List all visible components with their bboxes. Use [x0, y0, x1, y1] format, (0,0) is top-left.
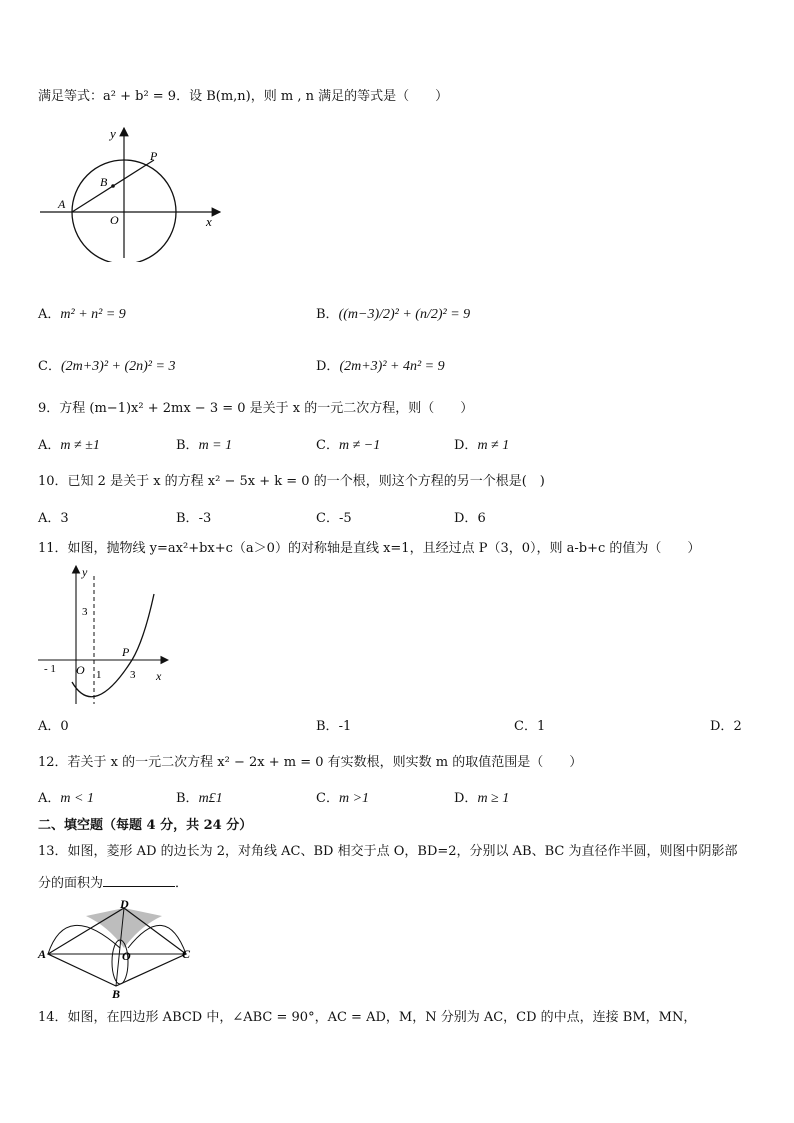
q14-stem: 14．如图，在四边形 ABCD 中，∠ABC = 90°，AC = AD，M，N 分别为 AC，CD 的中点，连接 BM，MN，	[38, 1010, 697, 1025]
q12-option-a-text: m < 1	[60, 791, 94, 806]
q13-stem-line2	[38, 873, 188, 893]
q12-option-c[interactable]	[316, 790, 369, 808]
q8-option-a[interactable]	[38, 306, 126, 324]
q11-option-b-text: -1	[338, 719, 352, 734]
q12-option-a-label: A．	[38, 791, 61, 806]
q12-option-b-text: m£1	[198, 791, 223, 806]
q9-option-b-label: B．	[176, 438, 199, 453]
q12-option-a[interactable]	[38, 790, 94, 808]
label-o: O	[110, 213, 119, 227]
q10-option-a-label: A．	[38, 511, 61, 526]
label-d: D	[120, 898, 129, 911]
q10-option-d[interactable]	[454, 510, 486, 528]
q9-option-b-text: m = 1	[198, 438, 233, 453]
q8-option-b-label: B．	[316, 307, 339, 322]
q11-option-c-label: C．	[514, 719, 537, 734]
q10-option-a[interactable]	[38, 510, 69, 528]
q11-option-d[interactable]	[710, 718, 742, 736]
q10-option-d-text: 6	[477, 511, 486, 526]
label-three-y: 3	[82, 606, 88, 618]
q12-option-d[interactable]	[454, 790, 509, 808]
label-p: P	[150, 149, 158, 163]
q12-option-c-label: C．	[316, 791, 339, 806]
q10-option-b-label: B．	[176, 511, 199, 526]
label-x: x	[206, 214, 212, 229]
label-o: O	[122, 949, 131, 963]
point-b-dot	[111, 184, 115, 188]
q11-option-b[interactable]	[316, 718, 351, 736]
q8-option-b[interactable]	[316, 306, 470, 324]
q11-option-a-label: A．	[38, 719, 61, 734]
q11-option-c-text: 1	[536, 719, 546, 734]
q11-option-a[interactable]	[38, 718, 69, 736]
q11-option-d-text: 2	[733, 719, 742, 734]
label-one: 1	[96, 669, 102, 681]
q9-stem: 9．方程 (m−1)x² + 2mx − 3 = 0 是关于 x 的一元二次方程，则（ ）	[38, 401, 474, 416]
q9-option-c-label: C．	[316, 438, 339, 453]
label-y: y	[82, 565, 88, 579]
q8-circle-figure	[36, 122, 236, 262]
label-c: C	[182, 947, 191, 961]
q11-stem: 11．如图，抛物线 y=ax²+bx+c（a＞0）的对称轴是直线 x=1，且经过点 P（3，0），则 a-b+c 的值为（ ）	[38, 541, 701, 556]
q11-option-b-label: B．	[316, 719, 339, 734]
q11-option-d-label: D．	[710, 719, 734, 734]
q10-stem: 10．已知 2 是关于 x 的方程 x² − 5x + k = 0 的一个根，则这个方程的另一个根是( )	[38, 474, 545, 489]
answer-blank[interactable]	[103, 873, 175, 887]
q9-option-c[interactable]	[316, 437, 380, 455]
q10-option-c[interactable]	[316, 510, 352, 528]
label-three-x: 3	[130, 669, 136, 681]
q12-option-d-text: m ≥ 1	[477, 791, 510, 806]
label-y: y	[110, 126, 116, 141]
q8-option-a-label: A．	[38, 307, 61, 322]
q9-option-d-label: D．	[454, 438, 478, 453]
label-b: B	[100, 175, 108, 189]
q10-option-d-label: D．	[454, 511, 478, 526]
label-o: O	[76, 663, 85, 677]
q12-stem: 12．若关于 x 的一元二次方程 x² − 2x + m = 0 有实数根，则实数 m 的取值范围是（ ）	[38, 755, 583, 770]
q10-option-b-text: -3	[198, 511, 212, 526]
q8-option-b-text: ((m−3)/2)² + (n/2)² = 9	[338, 307, 471, 322]
q8-option-d[interactable]	[316, 358, 445, 376]
q12-option-d-label: D．	[454, 791, 478, 806]
label-b: B	[112, 987, 121, 1001]
label-a: A	[38, 947, 47, 961]
q8-option-d-text: (2m+3)² + 4n² = 9	[339, 359, 445, 374]
q10-option-c-text: -5	[338, 511, 352, 526]
q11-option-c[interactable]	[514, 718, 545, 736]
label-p: P	[122, 645, 130, 659]
q8-option-c[interactable]	[38, 358, 175, 376]
q10-option-b[interactable]	[176, 510, 211, 528]
q9-option-a[interactable]	[38, 437, 100, 455]
q9-option-d[interactable]	[454, 437, 509, 455]
q8-option-a-text: m² + n² = 9	[60, 307, 126, 322]
q9-option-a-text: m ≠ ±1	[60, 438, 100, 453]
label-neg-one: - 1	[44, 663, 56, 675]
q11-option-a-text: 0	[60, 719, 69, 734]
q12-option-b[interactable]	[176, 790, 223, 808]
q9-option-d-text: m ≠ 1	[477, 438, 510, 453]
section-title: 二、填空题（每题 4 分，共 24 分）	[38, 818, 253, 833]
q9-option-c-text: m ≠ −1	[338, 438, 381, 453]
q10-option-a-text: 3	[60, 511, 69, 526]
q12-option-b-label: B．	[176, 791, 199, 806]
q9-option-a-label: A．	[38, 438, 61, 453]
q13-stem-line2-before: 分的面积为	[38, 876, 104, 891]
q13-stem-line1: 13．如图，菱形 AD 的边长为 2，对角线 AC、BD 相交于点 O，BD=2，分别以 AB、BC 为直径作半圆，则图中阴影部	[38, 844, 738, 859]
label-x: x	[156, 669, 162, 683]
label-a: A	[58, 197, 66, 211]
q13-rhombus-figure	[36, 898, 206, 1002]
q8-option-d-label: D．	[316, 359, 340, 374]
q11-parabola-figure	[36, 562, 186, 710]
q13-stem-line2-after: ．	[175, 876, 189, 891]
q8-stem: 满足等式：a² + b² = 9．设 B(m,n)，则 m , n 满足的等式是（ ）	[38, 89, 449, 104]
q8-option-c-label: C．	[38, 359, 61, 374]
q12-option-c-text: m >1	[338, 791, 370, 806]
q8-option-c-text: (2m+3)² + (2n)² = 3	[60, 359, 176, 374]
q9-option-b[interactable]	[176, 437, 232, 455]
q10-option-c-label: C．	[316, 511, 339, 526]
